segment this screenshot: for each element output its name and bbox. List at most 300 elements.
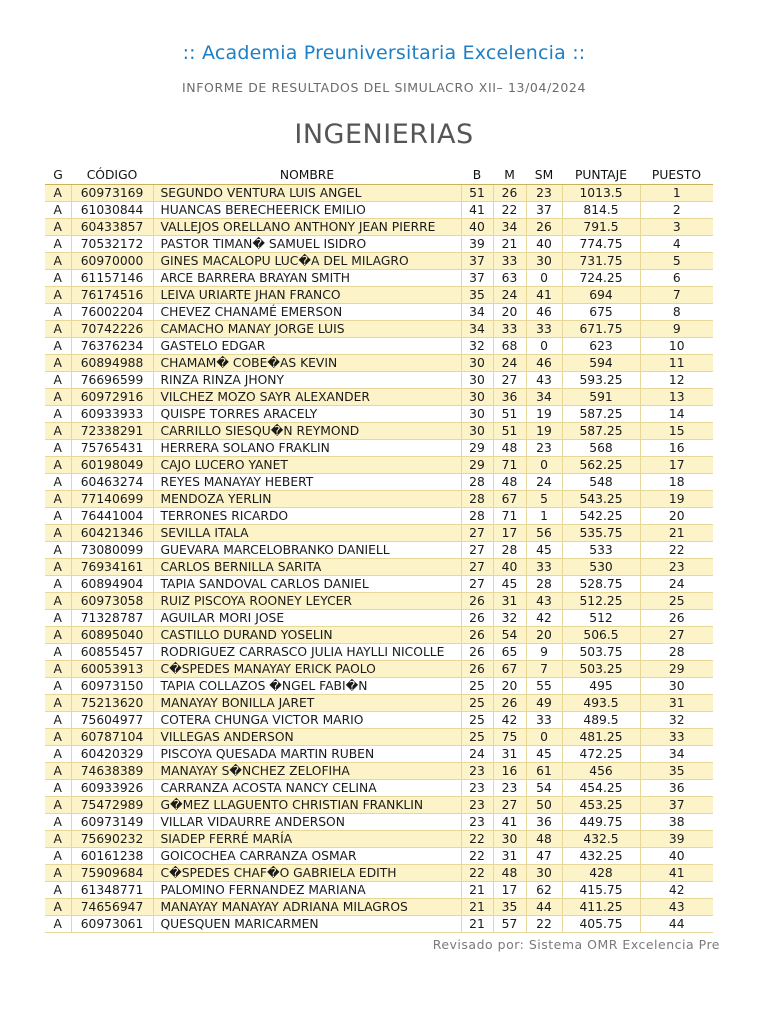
cell-group: A [45, 304, 71, 321]
cell-b: 23 [461, 780, 493, 797]
cell-score: 587.25 [562, 406, 640, 423]
cell-b: 27 [461, 559, 493, 576]
cell-m: 26 [493, 695, 526, 712]
cell-group: A [45, 780, 71, 797]
table-row [45, 899, 713, 916]
cell-b: 27 [461, 542, 493, 559]
cell-code: 61348771 [71, 882, 153, 899]
cell-rank: 42 [640, 882, 713, 899]
cell-m: 31 [493, 746, 526, 763]
cell-m: 32 [493, 610, 526, 627]
cell-name: TAPIA SANDOVAL CARLOS DANIEL [153, 576, 461, 593]
cell-name: GINES MACALOPU LUC�A DEL MILAGRO [153, 253, 461, 270]
cell-rank: 41 [640, 865, 713, 882]
cell-rank: 16 [640, 440, 713, 457]
cell-code: 60972916 [71, 389, 153, 406]
cell-score: 512 [562, 610, 640, 627]
academy-title: :: Academia Preuniversitaria Excelencia :: [182, 42, 586, 64]
cell-sm: 9 [526, 644, 562, 661]
cell-b: 40 [461, 219, 493, 236]
table-row [45, 253, 713, 270]
cell-rank: 3 [640, 219, 713, 236]
cell-rank: 24 [640, 576, 713, 593]
cell-name: C�SPEDES MANAYAY ERICK PAOLO [153, 661, 461, 678]
cell-name: TAPIA COLLAZOS �NGEL FABI�N [153, 678, 461, 695]
cell-rank: 29 [640, 661, 713, 678]
cell-group: A [45, 270, 71, 287]
cell-sm: 43 [526, 372, 562, 389]
cell-sm: 19 [526, 406, 562, 423]
table-row [45, 746, 713, 763]
cell-m: 68 [493, 338, 526, 355]
cell-score: 503.75 [562, 644, 640, 661]
cell-score: 562.25 [562, 457, 640, 474]
cell-name: SIADEP FERRÉ MARÍA [153, 831, 461, 848]
cell-sm: 54 [526, 780, 562, 797]
cell-code: 60933926 [71, 780, 153, 797]
report-subtitle: INFORME DE RESULTADOS DEL SIMULACRO XII– 13/04/2024 [181, 80, 587, 95]
cell-sm: 46 [526, 304, 562, 321]
cell-group: A [45, 219, 71, 236]
cell-rank: 28 [640, 644, 713, 661]
table-row [45, 270, 713, 287]
cell-sm: 7 [526, 661, 562, 678]
cell-code: 72338291 [71, 423, 153, 440]
cell-score: 591 [562, 389, 640, 406]
cell-code: 71328787 [71, 610, 153, 627]
column-header-codigo: CÓDIGO [71, 165, 153, 185]
cell-name: GOICOCHEA CARRANZA OSMAR [153, 848, 461, 865]
cell-score: 493.5 [562, 695, 640, 712]
cell-rank: 40 [640, 848, 713, 865]
cell-group: A [45, 372, 71, 389]
cell-sm: 22 [526, 916, 562, 933]
cell-code: 60933933 [71, 406, 153, 423]
cell-m: 20 [493, 678, 526, 695]
cell-rank: 36 [640, 780, 713, 797]
table-row [45, 457, 713, 474]
cell-code: 60973150 [71, 678, 153, 695]
cell-name: COTERA CHUNGA VICTOR MARIO [153, 712, 461, 729]
cell-m: 57 [493, 916, 526, 933]
cell-name: HUANCAS BERECHEERICK EMILIO [153, 202, 461, 219]
cell-code: 73080099 [71, 542, 153, 559]
cell-rank: 8 [640, 304, 713, 321]
cell-group: A [45, 525, 71, 542]
cell-group: A [45, 882, 71, 899]
cell-b: 26 [461, 610, 493, 627]
cell-code: 75909684 [71, 865, 153, 882]
cell-name: G�MEZ LLAGUENTO CHRISTIAN FRANKLIN [153, 797, 461, 814]
cell-b: 37 [461, 270, 493, 287]
cell-m: 67 [493, 661, 526, 678]
cell-score: 542.25 [562, 508, 640, 525]
cell-code: 76174516 [71, 287, 153, 304]
cell-m: 75 [493, 729, 526, 746]
table-row [45, 780, 713, 797]
cell-score: 530 [562, 559, 640, 576]
cell-m: 36 [493, 389, 526, 406]
cell-b: 34 [461, 304, 493, 321]
cell-name: REYES MANAYAY HEBERT [153, 474, 461, 491]
cell-group: A [45, 389, 71, 406]
cell-name: VILLAR VIDAURRE ANDERSON [153, 814, 461, 831]
cell-name: GUEVARA MARCELOBRANKO DANIELL [153, 542, 461, 559]
cell-group: A [45, 559, 71, 576]
cell-rank: 44 [640, 916, 713, 933]
cell-score: 791.5 [562, 219, 640, 236]
cell-sm: 19 [526, 423, 562, 440]
cell-code: 76441004 [71, 508, 153, 525]
cell-code: 60973149 [71, 814, 153, 831]
cell-name: VALLEJOS ORELLANO ANTHONY JEAN PIERRE [153, 219, 461, 236]
cell-m: 45 [493, 576, 526, 593]
cell-b: 26 [461, 644, 493, 661]
cell-rank: 6 [640, 270, 713, 287]
cell-sm: 47 [526, 848, 562, 865]
table-row [45, 576, 713, 593]
cell-score: 415.75 [562, 882, 640, 899]
cell-b: 30 [461, 372, 493, 389]
cell-sm: 33 [526, 321, 562, 338]
cell-sm: 30 [526, 253, 562, 270]
cell-m: 71 [493, 457, 526, 474]
table-row [45, 814, 713, 831]
cell-b: 29 [461, 440, 493, 457]
cell-b: 29 [461, 457, 493, 474]
cell-sm: 23 [526, 185, 562, 202]
table-row [45, 678, 713, 695]
cell-b: 28 [461, 491, 493, 508]
cell-sm: 0 [526, 729, 562, 746]
cell-rank: 38 [640, 814, 713, 831]
table-row [45, 508, 713, 525]
cell-m: 48 [493, 440, 526, 457]
cell-rank: 31 [640, 695, 713, 712]
cell-score: 814.5 [562, 202, 640, 219]
cell-sm: 30 [526, 865, 562, 882]
cell-sm: 0 [526, 270, 562, 287]
cell-score: 623 [562, 338, 640, 355]
cell-rank: 5 [640, 253, 713, 270]
table-row [45, 763, 713, 780]
cell-b: 25 [461, 678, 493, 695]
cell-score: 495 [562, 678, 640, 695]
cell-score: 724.25 [562, 270, 640, 287]
cell-m: 22 [493, 202, 526, 219]
cell-group: A [45, 746, 71, 763]
cell-sm: 0 [526, 457, 562, 474]
table-row [45, 355, 713, 372]
cell-sm: 34 [526, 389, 562, 406]
cell-rank: 11 [640, 355, 713, 372]
cell-code: 60973061 [71, 916, 153, 933]
column-header-b: B [461, 165, 493, 185]
cell-score: 675 [562, 304, 640, 321]
cell-score: 503.25 [562, 661, 640, 678]
cell-b: 28 [461, 474, 493, 491]
cell-score: 432.25 [562, 848, 640, 865]
cell-m: 27 [493, 797, 526, 814]
cell-score: 405.75 [562, 916, 640, 933]
cell-name: HERRERA SOLANO FRAKLIN [153, 440, 461, 457]
cell-code: 60420329 [71, 746, 153, 763]
cell-code: 60053913 [71, 661, 153, 678]
cell-name: CARRILLO SIESQU�N REYMOND [153, 423, 461, 440]
cell-b: 27 [461, 525, 493, 542]
column-header-g: G [45, 165, 71, 185]
cell-score: 481.25 [562, 729, 640, 746]
cell-group: A [45, 661, 71, 678]
cell-code: 75213620 [71, 695, 153, 712]
cell-rank: 13 [640, 389, 713, 406]
table-row [45, 848, 713, 865]
cell-b: 21 [461, 899, 493, 916]
cell-name: PALOMINO FERNANDEZ MARIANA [153, 882, 461, 899]
cell-sm: 48 [526, 831, 562, 848]
cell-name: LEIVA URIARTE JHAN FRANCO [153, 287, 461, 304]
cell-sm: 1 [526, 508, 562, 525]
cell-group: A [45, 729, 71, 746]
cell-m: 35 [493, 899, 526, 916]
cell-name: RUIZ PISCOYA ROONEY LEYCER [153, 593, 461, 610]
table-row [45, 389, 713, 406]
cell-m: 42 [493, 712, 526, 729]
cell-b: 24 [461, 746, 493, 763]
cell-rank: 10 [640, 338, 713, 355]
cell-rank: 20 [640, 508, 713, 525]
cell-group: A [45, 474, 71, 491]
cell-group: A [45, 355, 71, 372]
cell-code: 75604977 [71, 712, 153, 729]
table-row [45, 287, 713, 304]
cell-m: 54 [493, 627, 526, 644]
cell-score: 456 [562, 763, 640, 780]
cell-b: 35 [461, 287, 493, 304]
cell-code: 74656947 [71, 899, 153, 916]
cell-b: 39 [461, 236, 493, 253]
cell-group: A [45, 831, 71, 848]
cell-score: 411.25 [562, 899, 640, 916]
cell-sm: 33 [526, 559, 562, 576]
cell-code: 60973169 [71, 185, 153, 202]
cell-group: A [45, 644, 71, 661]
section-title: INGENIERIAS [294, 119, 474, 150]
cell-rank: 12 [640, 372, 713, 389]
cell-rank: 4 [640, 236, 713, 253]
cell-group: A [45, 338, 71, 355]
cell-group: A [45, 797, 71, 814]
cell-rank: 21 [640, 525, 713, 542]
cell-m: 40 [493, 559, 526, 576]
cell-score: 454.25 [562, 780, 640, 797]
cell-score: 535.75 [562, 525, 640, 542]
table-row [45, 865, 713, 882]
table-row [45, 185, 713, 202]
cell-b: 26 [461, 661, 493, 678]
cell-score: 594 [562, 355, 640, 372]
cell-m: 30 [493, 831, 526, 848]
cell-score: 428 [562, 865, 640, 882]
cell-b: 21 [461, 916, 493, 933]
cell-score: 528.75 [562, 576, 640, 593]
cell-rank: 30 [640, 678, 713, 695]
cell-rank: 33 [640, 729, 713, 746]
cell-name: RINZA RINZA JHONY [153, 372, 461, 389]
table-row [45, 695, 713, 712]
cell-score: 731.75 [562, 253, 640, 270]
cell-m: 34 [493, 219, 526, 236]
cell-m: 48 [493, 865, 526, 882]
cell-rank: 17 [640, 457, 713, 474]
cell-name: PISCOYA QUESADA MARTIN RUBEN [153, 746, 461, 763]
cell-group: A [45, 865, 71, 882]
cell-b: 30 [461, 423, 493, 440]
cell-b: 26 [461, 593, 493, 610]
cell-group: A [45, 899, 71, 916]
cell-b: 32 [461, 338, 493, 355]
table-header-row [45, 165, 713, 185]
cell-group: A [45, 253, 71, 270]
cell-name: VILLEGAS ANDERSON [153, 729, 461, 746]
cell-sm: 45 [526, 746, 562, 763]
cell-code: 60894904 [71, 576, 153, 593]
cell-sm: 56 [526, 525, 562, 542]
cell-code: 60787104 [71, 729, 153, 746]
table-row [45, 219, 713, 236]
cell-score: 449.75 [562, 814, 640, 831]
cell-b: 25 [461, 712, 493, 729]
cell-group: A [45, 627, 71, 644]
cell-m: 28 [493, 542, 526, 559]
cell-name: VILCHEZ MOZO SAYR ALEXANDER [153, 389, 461, 406]
cell-group: A [45, 542, 71, 559]
cell-b: 30 [461, 389, 493, 406]
cell-b: 30 [461, 355, 493, 372]
table-row [45, 338, 713, 355]
cell-b: 37 [461, 253, 493, 270]
cell-m: 67 [493, 491, 526, 508]
cell-name: C�SPEDES CHAF�O GABRIELA EDITH [153, 865, 461, 882]
cell-name: GASTELO EDGAR [153, 338, 461, 355]
cell-rank: 15 [640, 423, 713, 440]
cell-sm: 37 [526, 202, 562, 219]
cell-group: A [45, 321, 71, 338]
cell-name: TERRONES RICARDO [153, 508, 461, 525]
column-header-m: M [493, 165, 526, 185]
cell-name: RODRIGUEZ CARRASCO JULIA HAYLLI NICOLLE [153, 644, 461, 661]
cell-score: 774.75 [562, 236, 640, 253]
cell-rank: 35 [640, 763, 713, 780]
cell-group: A [45, 508, 71, 525]
cell-score: 533 [562, 542, 640, 559]
cell-b: 26 [461, 627, 493, 644]
cell-sm: 24 [526, 474, 562, 491]
cell-code: 60433857 [71, 219, 153, 236]
cell-sm: 23 [526, 440, 562, 457]
cell-m: 51 [493, 423, 526, 440]
cell-group: A [45, 202, 71, 219]
cell-sm: 61 [526, 763, 562, 780]
cell-score: 489.5 [562, 712, 640, 729]
table-row [45, 202, 713, 219]
cell-rank: 34 [640, 746, 713, 763]
column-header-sm: SM [526, 165, 562, 185]
cell-group: A [45, 610, 71, 627]
cell-name: MANAYAY MANAYAY ADRIANA MILAGROS [153, 899, 461, 916]
cell-m: 21 [493, 236, 526, 253]
table-row [45, 729, 713, 746]
table-row [45, 525, 713, 542]
cell-score: 506.5 [562, 627, 640, 644]
table-row [45, 712, 713, 729]
cell-name: PASTOR TIMAN� SAMUEL ISIDRO [153, 236, 461, 253]
cell-score: 1013.5 [562, 185, 640, 202]
cell-m: 26 [493, 185, 526, 202]
cell-group: A [45, 848, 71, 865]
table-row [45, 542, 713, 559]
cell-b: 28 [461, 508, 493, 525]
cell-score: 548 [562, 474, 640, 491]
cell-rank: 9 [640, 321, 713, 338]
cell-code: 60973058 [71, 593, 153, 610]
cell-name: MANAYAY S�NCHEZ ZELOFIHA [153, 763, 461, 780]
cell-group: A [45, 236, 71, 253]
table-row [45, 423, 713, 440]
cell-rank: 19 [640, 491, 713, 508]
cell-group: A [45, 695, 71, 712]
cell-rank: 2 [640, 202, 713, 219]
cell-group: A [45, 814, 71, 831]
cell-name: CAMACHO MANAY JORGE LUIS [153, 321, 461, 338]
cell-name: CASTILLO DURAND YOSELIN [153, 627, 461, 644]
cell-m: 33 [493, 253, 526, 270]
cell-m: 31 [493, 848, 526, 865]
cell-code: 76376234 [71, 338, 153, 355]
cell-b: 22 [461, 831, 493, 848]
cell-score: 453.25 [562, 797, 640, 814]
cell-sm: 49 [526, 695, 562, 712]
cell-code: 61030844 [71, 202, 153, 219]
cell-code: 60198049 [71, 457, 153, 474]
cell-rank: 26 [640, 610, 713, 627]
cell-name: QUISPE TORRES ARACELY [153, 406, 461, 423]
cell-sm: 28 [526, 576, 562, 593]
cell-code: 70742226 [71, 321, 153, 338]
cell-code: 60463274 [71, 474, 153, 491]
table-row [45, 321, 713, 338]
cell-sm: 33 [526, 712, 562, 729]
table-row [45, 797, 713, 814]
cell-m: 48 [493, 474, 526, 491]
cell-rank: 39 [640, 831, 713, 848]
table-row [45, 406, 713, 423]
cell-sm: 41 [526, 287, 562, 304]
cell-b: 22 [461, 848, 493, 865]
cell-m: 33 [493, 321, 526, 338]
cell-group: A [45, 185, 71, 202]
cell-score: 543.25 [562, 491, 640, 508]
cell-group: A [45, 491, 71, 508]
cell-code: 76934161 [71, 559, 153, 576]
cell-name: AGUILAR MORI JOSE [153, 610, 461, 627]
cell-b: 34 [461, 321, 493, 338]
cell-group: A [45, 287, 71, 304]
cell-rank: 7 [640, 287, 713, 304]
cell-b: 23 [461, 797, 493, 814]
cell-score: 694 [562, 287, 640, 304]
results-table [45, 165, 713, 933]
